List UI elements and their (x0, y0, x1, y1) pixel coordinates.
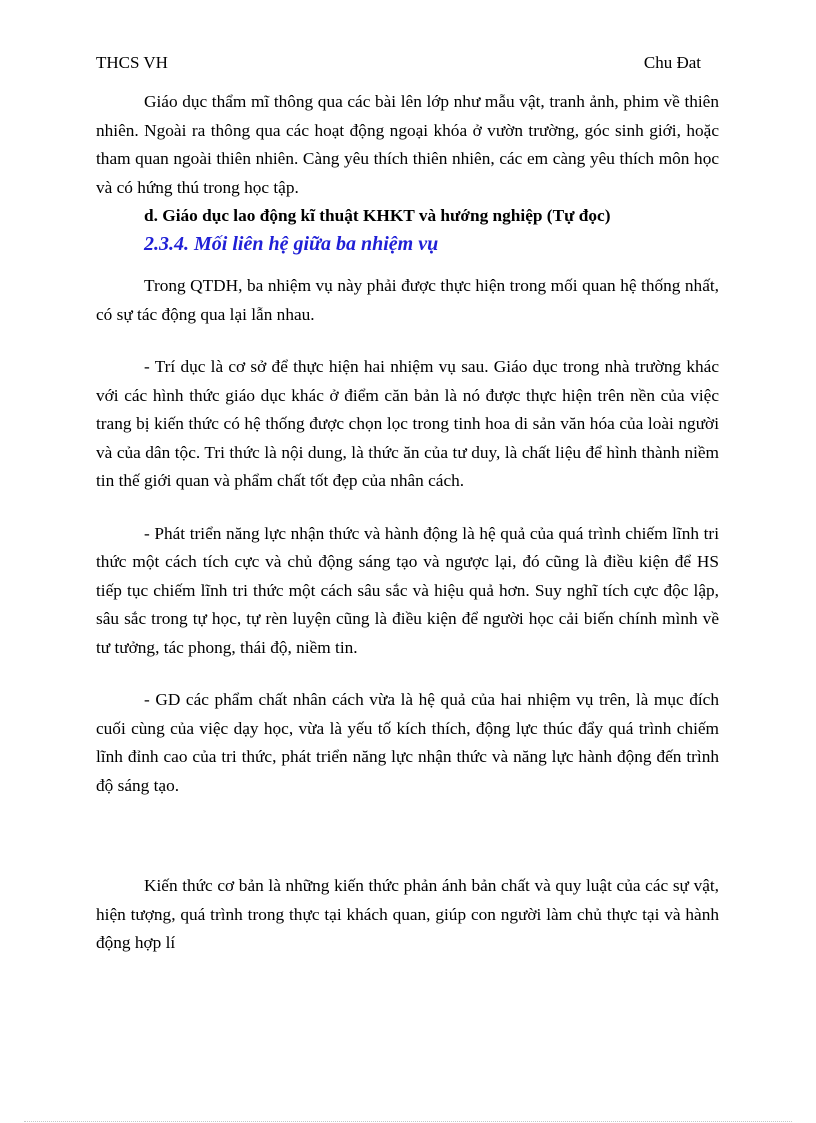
paragraph-aesthetic-education: Giáo dục thẩm mĩ thông qua các bài lên lớp như mẫu vật, tranh ảnh, phim về thiên nhiên. Ngoài ra thông qua các hoạt động ngoại khóa ở vườn trường, góc sinh giới, hoặc tham quan ngoài thiên nhiên. Càng yêu thích thiên nhiên, các em càng yêu thích môn học và có hứng thú trong học tập. (96, 92, 719, 197)
section-heading: 2.3.4. Mối liên hệ giữa ba nhiệm vụ (144, 233, 439, 255)
paragraph-basic-knowledge: Kiến thức cơ bản là những kiến thức phản ánh bản chất và quy luật của các sự vật, hiện tượng, quá trình trong thực tại khách quan, giúp con người làm chủ thực tại và hành động hợp lí (96, 876, 719, 952)
paragraph-intellectual-education: - Trí dục là cơ sở để thực hiện hai nhiệm vụ sau. Giáo dục trong nhà trường khác với các hình thức giáo dục khác ở điểm căn bản là nó được thực hiện trên nền của việc trang bị kiến thức có hệ thống được chọn lọc trong tinh hoa di sản văn hóa của loài người và của dân tộc. Tri thức là nội dung, là thức ăn của tư duy, là chất liệu để hình thành niềm tin thế giới quan và phẩm chất tốt đẹp của nhân cách. (96, 357, 719, 490)
header-author: Chu Đat (643, 53, 701, 72)
paragraph-personality-education: - GD các phẩm chất nhân cách vừa là hệ quả của hai nhiệm vụ trên, là mục đích cuối cùng của việc dạy học, vừa là yếu tố kích thích, động lực thúc đẩy quá trình chiếm lĩnh đỉnh cao của tri thức, phát triển năng lực nhận thức và năng lực hành động đến trình độ sáng tạo. (96, 690, 719, 795)
page-bottom-divider (24, 1121, 792, 1122)
paragraph-cognitive-development: - Phát triển năng lực nhận thức và hành động là hệ quả của quá trình chiếm lĩnh tri thức một cách tích cực và chủ động sáng tạo và ngược lại, đó cũng là điều kiện để HS tiếp tục chiếm lĩnh tri thức một cách sâu sắc và hiệu quả hơn. Suy nghĩ tích cực độc lập, sâu sắc trong tự học, tự rèn luyện cũng là điều kiện để người học cải biến chính mình về tư tưởng, tác phong, thái độ, niềm tin. (96, 523, 719, 657)
document-body (96, 88, 719, 958)
header-school: THCS VH (96, 53, 168, 72)
paragraph-relationship: Trong QTDH, ba nhiệm vụ này phải được thực hiện trong mối quan hệ thống nhất, có sự tác động qua lại lẫn nhau. (96, 276, 719, 324)
subheading-labor-education: d. Giáo dục lao động kĩ thuật KHKT và hướng nghiệp (Tự đọc) (144, 206, 611, 225)
